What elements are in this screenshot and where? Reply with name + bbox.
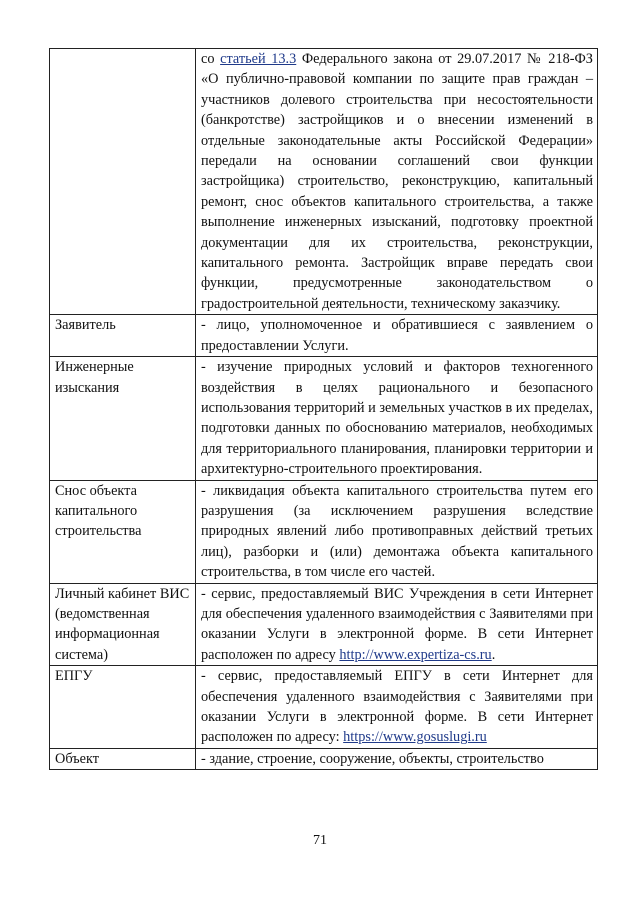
term-text: ЕПГУ [55, 668, 93, 685]
table-row [50, 480, 598, 583]
definition-text: - сервис, предоставляемый ВИС Учреждения в сети Интернет для обеспечения удаленного взаимодействия с Заявителями при оказании Услуги в электронной форме. В сети Интернет расположен по адресу [201, 585, 593, 663]
term-text: Инженерные изыскания [55, 359, 134, 396]
term-cell [50, 49, 196, 315]
definition-text-continued: Федерального закона от 29.07.2017 № 218-ФЗ «О публично-правовой компании по защите прав граждан – участников долевого строительства при несостоятельности (банкротстве) застройщиков и о внесении изменений в отдельные законодательные акты Российской Федерации» передали на основании соглашений свои функции застройщика) строительство, реконструкцию, капитальный ремонт, снос объектов капитального строительства, а также выполнение инженерных изысканий, подготовку проектной документации для их строительства, реконструкции, капитального ремонта. Застройщик вправе передать свои функции, предусмотренные законодательством о градостроительной деятельности, техническому заказчику. [201, 51, 593, 312]
law-article-link[interactable]: статьей 13.3 [220, 51, 297, 67]
definition-text: - здание, строение, сооружение, объекты, строительство [201, 750, 544, 767]
definition-cell [196, 666, 598, 749]
definition-text: - сервис, предоставляемый ЕПГУ в сети Интернет для обеспечения удаленного взаимодействия с Заявителями при оказании Услуги в электронной форме. В сети Интернет расположен по адресу: [201, 668, 593, 746]
definition-cell [196, 583, 598, 666]
term-cell [50, 357, 196, 480]
definition-cell [196, 357, 598, 480]
definition-text: - ликвидация объекта капитального строительства путем его разрушения (за исключением разрушения вследствие природных явлений либо противоправных действий третьих лиц), разборки и (или) демонтажа объекта капитального строительства, в том числе его частей. [201, 482, 593, 581]
term-cell [50, 315, 196, 357]
definition-cell [196, 315, 598, 357]
term-cell [50, 583, 196, 666]
term-text: Объект [55, 750, 99, 767]
term-text: Личный кабинет ВИС (ведомственная информационная система) [55, 585, 190, 663]
gosuslugi-link[interactable]: https://www.gosuslugi.ru [343, 729, 487, 746]
table-row [50, 748, 598, 769]
definition-cell [196, 49, 598, 315]
term-text: Заявитель [55, 317, 116, 334]
definition-text: - изучение природных условий и факторов техногенного воздействия в целях рационального и безопасного использования территорий и земельных участков в их пределах, подготовки данных по обоснованию материалов, необходимых для территориального планирования, планировки территории и архитектурно-строительного проектирования. [201, 359, 593, 478]
term-text: Снос объекта капитального строительства [55, 482, 142, 540]
terms-table [49, 48, 598, 770]
expertiza-link[interactable]: http://www.expertiza-cs.ru [339, 646, 492, 663]
table-row [50, 357, 598, 480]
table-row [50, 315, 598, 357]
table-row [50, 666, 598, 749]
definition-text: со [201, 51, 221, 67]
definition-cell [196, 480, 598, 583]
term-cell [50, 748, 196, 769]
definition-text-continued: . [491, 646, 496, 663]
table-row [50, 49, 598, 315]
definition-text: - лицо, уполномоченное и обратившиеся с заявлением о предоставлении Услуги. [201, 317, 593, 354]
term-cell [50, 666, 196, 749]
page-number: 71 [313, 833, 327, 848]
term-cell [50, 480, 196, 583]
table-row [50, 583, 598, 666]
definition-cell [196, 748, 598, 769]
